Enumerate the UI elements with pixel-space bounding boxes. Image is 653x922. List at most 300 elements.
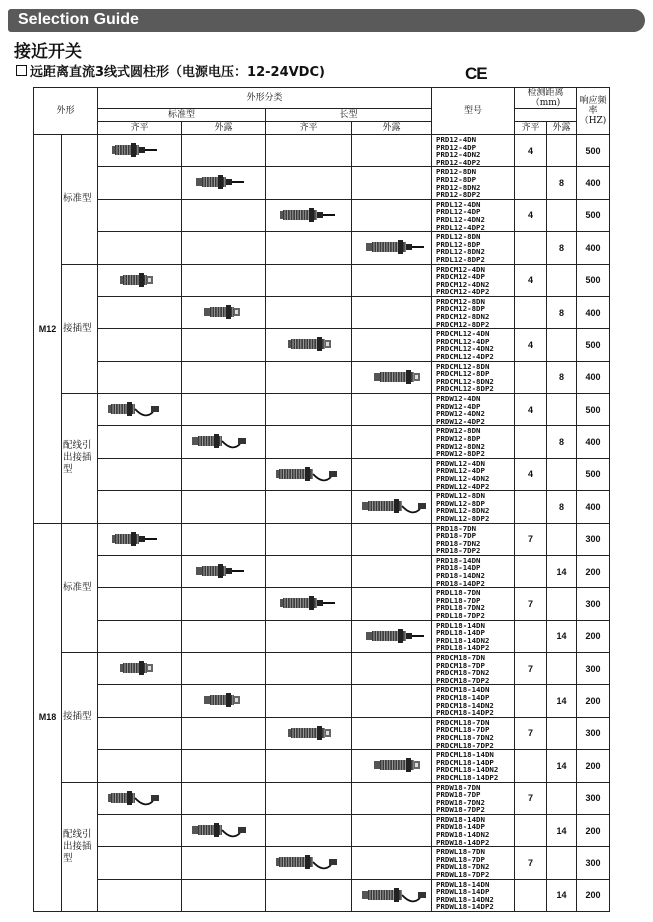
product-image-cell [98, 167, 182, 199]
product-image-cell [266, 750, 352, 782]
table-row [34, 750, 610, 782]
header-long-nonflush: 外露 [352, 122, 432, 135]
sensor-pigtail-image [188, 819, 266, 841]
table-row [34, 717, 610, 749]
response-frequency: 200 [577, 555, 610, 587]
product-image-cell [352, 750, 432, 782]
product-image-cell [352, 523, 432, 555]
model-number: PRDCM12-4DP [436, 272, 485, 282]
product-image-cell [98, 394, 182, 426]
distance-flush [515, 879, 547, 911]
subtitle-text: 远距离直流3线式圆柱形（电源电压：12-24VDC) [30, 65, 325, 80]
product-image-cell [182, 491, 266, 523]
model-number: PRDW12-8DN2 [436, 441, 485, 451]
table-row [34, 394, 610, 426]
product-image-cell [182, 426, 266, 458]
model-cell [432, 782, 515, 814]
sensor-connector-image [188, 301, 258, 323]
product-image-cell [352, 329, 432, 361]
response-frequency: 300 [577, 588, 610, 620]
product-image-cell [182, 717, 266, 749]
header-response [577, 88, 610, 135]
model-number: PRDW18-7DN2 [436, 797, 485, 807]
table-row [34, 361, 610, 393]
distance-nonflush [547, 199, 577, 231]
sensor-pigtail-image [272, 463, 350, 485]
model-number: PRDCML12-8DP2 [436, 384, 494, 394]
response-frequency: 200 [577, 814, 610, 846]
group-label: 配线引出接插型 [62, 394, 98, 524]
product-image-cell [98, 782, 182, 814]
model-number: PRDW18-14DN2 [436, 830, 490, 840]
product-image-cell [266, 426, 352, 458]
model-number: PRDW18-7DP2 [436, 805, 485, 815]
ce-mark: CE [465, 64, 487, 83]
model-cell [432, 135, 515, 167]
product-image-cell [266, 653, 352, 685]
model-number: PRDWL12-4DN2 [436, 473, 490, 483]
response-frequency: 300 [577, 847, 610, 879]
model-cell [432, 394, 515, 426]
model-number: PRDW12-8DP2 [436, 449, 485, 459]
distance-nonflush [547, 782, 577, 814]
product-image-cell [98, 199, 182, 231]
model-cell [432, 199, 515, 231]
product-image-cell [266, 491, 352, 523]
table-row [34, 232, 610, 264]
model-number: PRDL18-7DN [436, 588, 481, 598]
product-image-cell [266, 782, 352, 814]
table-row [34, 296, 610, 328]
model-number: PRDCM12-4DN [436, 264, 485, 274]
product-image-cell [98, 264, 182, 296]
distance-nonflush: 8 [547, 167, 577, 199]
product-image-cell [352, 394, 432, 426]
product-image-cell [98, 361, 182, 393]
model-cell [432, 588, 515, 620]
distance-nonflush [547, 653, 577, 685]
distance-nonflush: 8 [547, 491, 577, 523]
model-number: PRDWL18-7DP2 [436, 870, 490, 880]
product-image-cell [352, 167, 432, 199]
product-image-cell [98, 491, 182, 523]
model-number: PRD12-8DN2 [436, 182, 481, 192]
product-image-cell [352, 135, 432, 167]
product-image-cell [98, 750, 182, 782]
model-number: PRDWL12-4DP2 [436, 481, 490, 491]
distance-nonflush [547, 264, 577, 296]
product-image-cell [182, 847, 266, 879]
table-row [34, 653, 610, 685]
model-number: PRDW18-14DP [436, 822, 485, 832]
sensor-connector-image [358, 366, 428, 388]
product-image-cell [352, 555, 432, 587]
product-image-cell [98, 523, 182, 555]
sensor-cable-image [104, 139, 174, 161]
distance-flush: 4 [515, 264, 547, 296]
distance-flush: 4 [515, 135, 547, 167]
product-image-cell [266, 135, 352, 167]
product-image-cell [352, 232, 432, 264]
response-frequency: 500 [577, 458, 610, 490]
model-number: PRDWL18-14DN2 [436, 894, 494, 904]
product-image-cell [266, 361, 352, 393]
model-number: PRDCM12-8DP [436, 304, 485, 314]
model-number: PRDL18-7DN2 [436, 603, 485, 613]
distance-flush [515, 167, 547, 199]
group-label: 配线引出接插型 [62, 782, 98, 912]
header-std-nonflush: 外露 [182, 122, 266, 135]
model-cell [432, 847, 515, 879]
model-cell [432, 879, 515, 911]
sensor-pigtail-image [358, 884, 432, 906]
distance-nonflush: 8 [547, 361, 577, 393]
model-number: PRD18-14DP [436, 563, 481, 573]
product-image-cell [266, 232, 352, 264]
sensor-connector-image [104, 657, 174, 679]
product-image-cell [98, 588, 182, 620]
model-number: PRDCML12-4DN [436, 329, 490, 339]
model-number: PRDL12-8DP2 [436, 254, 485, 264]
product-image-cell [352, 296, 432, 328]
model-number: PRDL18-7DP [436, 595, 481, 605]
product-image-cell [98, 717, 182, 749]
model-number: PRDW12-8DN [436, 426, 481, 436]
distance-nonflush [547, 717, 577, 749]
model-number: PRDWL12-8DN2 [436, 506, 490, 516]
header-dist-nonflush: 外露 [547, 122, 577, 135]
model-number: PRDWL12-8DN [436, 491, 485, 501]
product-image-cell [266, 685, 352, 717]
product-image-cell [266, 847, 352, 879]
model-number: PRDCML18-14DN [436, 750, 494, 760]
distance-nonflush [547, 329, 577, 361]
sensor-cable-image [272, 592, 342, 614]
model-number: PRDW18-14DP2 [436, 837, 490, 847]
response-frequency: 200 [577, 620, 610, 652]
group-label: 标准型 [62, 135, 98, 265]
distance-flush: 7 [515, 653, 547, 685]
model-number: PRDWL12-8DP2 [436, 513, 490, 523]
model-number: PRDCML12-4DP [436, 336, 490, 346]
sensor-pigtail-image [104, 398, 182, 420]
model-number: PRDWL12-8DP [436, 498, 485, 508]
sensor-pigtail-image [188, 430, 266, 452]
selection-table [33, 87, 610, 912]
table-row [34, 879, 610, 911]
distance-nonflush: 14 [547, 879, 577, 911]
distance-unit: （mm) [530, 98, 561, 108]
sensor-connector-image [188, 689, 258, 711]
model-number: PRDW12-4DN2 [436, 409, 485, 419]
product-image-cell [182, 199, 266, 231]
sensor-connector-image [272, 722, 342, 744]
product-image-cell [352, 717, 432, 749]
table-row [34, 199, 610, 231]
distance-flush [515, 296, 547, 328]
distance-flush: 7 [515, 847, 547, 879]
table-row [34, 329, 610, 361]
distance-nonflush: 8 [547, 232, 577, 264]
table-row [34, 588, 610, 620]
distance-flush: 7 [515, 782, 547, 814]
sensor-cable-image [188, 560, 258, 582]
product-image-cell [182, 523, 266, 555]
response-frequency: 500 [577, 394, 610, 426]
product-image-cell [266, 264, 352, 296]
model-number: PRDCML12-8DN2 [436, 376, 494, 386]
model-cell [432, 685, 515, 717]
response-frequency: 300 [577, 653, 610, 685]
model-number: PRDCM18-14DP2 [436, 708, 494, 718]
model-number: PRD12-8DP2 [436, 190, 481, 200]
model-number: PRDCM18-7DN2 [436, 668, 490, 678]
model-number: PRDCML18-7DP [436, 725, 490, 735]
response-frequency: 300 [577, 717, 610, 749]
product-image-cell [266, 620, 352, 652]
model-number: PRD18-14DN2 [436, 571, 485, 581]
table-row [34, 555, 610, 587]
sensor-pigtail-image [104, 787, 182, 809]
model-number: PRDWL18-7DP [436, 854, 485, 864]
size-label: M18 [34, 523, 62, 912]
distance-flush: 4 [515, 329, 547, 361]
distance-flush [515, 620, 547, 652]
product-image-cell [266, 458, 352, 490]
distance-flush: 7 [515, 717, 547, 749]
header-long-type: 长型 [266, 109, 432, 122]
product-image-cell [352, 491, 432, 523]
table-row [34, 814, 610, 846]
response-frequency: 400 [577, 167, 610, 199]
product-image-cell [352, 847, 432, 879]
model-number: PRDW12-4DN [436, 394, 481, 403]
sensor-cable-image [188, 171, 258, 193]
model-number: PRDWL18-7DN2 [436, 862, 490, 872]
model-number: PRD12-8DN [436, 167, 477, 177]
product-image-cell [182, 814, 266, 846]
model-number: PRDCML18-7DN2 [436, 732, 494, 742]
model-number: PRDCM18-14DN [436, 685, 490, 695]
model-number: PRDL12-8DP [436, 239, 481, 249]
model-number: PRDWL18-7DN [436, 847, 485, 857]
model-cell [432, 296, 515, 328]
model-number: PRD18-7DN2 [436, 538, 481, 548]
product-image-cell [182, 685, 266, 717]
table-row [34, 620, 610, 652]
table-row [34, 167, 610, 199]
distance-flush: 4 [515, 199, 547, 231]
product-image-cell [182, 620, 266, 652]
sensor-connector-image [358, 754, 428, 776]
header-model: 型号 [432, 88, 515, 135]
table-row [34, 458, 610, 490]
model-number: PRDCML12-8DP [436, 369, 490, 379]
model-number: PRDW12-4DP2 [436, 416, 485, 426]
model-number: PRDCM18-7DP [436, 660, 485, 670]
sensor-pigtail-image [358, 495, 432, 517]
response-frequency: 200 [577, 750, 610, 782]
response-frequency: 400 [577, 361, 610, 393]
product-image-cell [182, 750, 266, 782]
size-label: M12 [34, 135, 62, 524]
model-number: PRDCM18-14DN2 [436, 700, 494, 710]
product-image-cell [182, 296, 266, 328]
product-image-cell [352, 264, 432, 296]
model-cell [432, 653, 515, 685]
model-number: PRDL18-14DN [436, 620, 485, 630]
product-image-cell [98, 329, 182, 361]
distance-flush: 4 [515, 458, 547, 490]
product-image-cell [98, 847, 182, 879]
product-image-cell [182, 167, 266, 199]
model-number: PRD18-7DP2 [436, 546, 481, 556]
model-cell [432, 361, 515, 393]
model-number: PRDWL18-14DN [436, 879, 490, 889]
product-image-cell [266, 814, 352, 846]
model-number: PRDW18-7DP [436, 790, 481, 800]
model-number: PRDCM12-4DP2 [436, 287, 490, 297]
model-number: PRD12-4DN [436, 135, 477, 144]
response-frequency: 500 [577, 264, 610, 296]
model-number: PRDCML18-14DP2 [436, 772, 499, 782]
product-image-cell [182, 135, 266, 167]
model-number: PRDCM18-7DP2 [436, 675, 490, 685]
response-frequency: 400 [577, 426, 610, 458]
response-frequency: 200 [577, 685, 610, 717]
model-cell [432, 491, 515, 523]
model-number: PRDCML12-8DN [436, 361, 490, 371]
model-number: PRD12-4DP [436, 142, 477, 152]
model-number: PRDCM18-14DP [436, 692, 490, 702]
banner-title: Selection Guide [18, 11, 139, 28]
model-cell [432, 329, 515, 361]
header-appearance-class: 外形分类 [98, 88, 432, 109]
model-number: PRDCM12-8DP2 [436, 319, 490, 329]
distance-nonflush [547, 458, 577, 490]
distance-nonflush: 14 [547, 620, 577, 652]
model-number: PRD12-8DP [436, 174, 477, 184]
response-frequency: 400 [577, 232, 610, 264]
model-number: PRDL18-7DP2 [436, 611, 485, 621]
distance-flush: 7 [515, 523, 547, 555]
model-number: PRDL12-4DP2 [436, 222, 485, 232]
product-image-cell [266, 717, 352, 749]
distance-flush [515, 750, 547, 782]
product-image-cell [182, 394, 266, 426]
model-number: PRD18-14DP2 [436, 578, 485, 588]
square-bullet-icon [16, 65, 27, 76]
distance-nonflush: 14 [547, 685, 577, 717]
model-cell [432, 264, 515, 296]
group-label: 接插型 [62, 264, 98, 394]
selection-table-wrap [33, 87, 610, 912]
product-image-cell [352, 426, 432, 458]
model-number: PRDL18-14DN2 [436, 635, 490, 645]
distance-flush [515, 426, 547, 458]
distance-nonflush [547, 523, 577, 555]
model-cell [432, 232, 515, 264]
distance-nonflush: 14 [547, 750, 577, 782]
model-number: PRDWL12-4DP [436, 466, 485, 476]
sensor-cable-image [104, 528, 174, 550]
response-frequency: 500 [577, 135, 610, 167]
model-number: PRD18-7DN [436, 523, 477, 533]
product-image-cell [182, 555, 266, 587]
model-number: PRDCM18-7DN [436, 653, 485, 662]
model-cell [432, 620, 515, 652]
distance-nonflush [547, 847, 577, 879]
response-frequency: 300 [577, 523, 610, 555]
sensor-cable-image [272, 204, 342, 226]
model-cell [432, 426, 515, 458]
header-standard-type: 标准型 [98, 109, 266, 122]
product-image-cell [98, 879, 182, 911]
table-row [34, 426, 610, 458]
product-image-cell [98, 426, 182, 458]
distance-flush [515, 555, 547, 587]
model-number: PRD12-4DP2 [436, 157, 481, 167]
distance-flush [515, 232, 547, 264]
model-number: PRDL12-4DN2 [436, 214, 485, 224]
model-number: PRDCML18-7DP2 [436, 740, 494, 750]
product-image-cell [352, 620, 432, 652]
response-frequency: 400 [577, 296, 610, 328]
product-image-cell [98, 555, 182, 587]
product-image-cell [98, 653, 182, 685]
product-image-cell [98, 685, 182, 717]
model-number: PRDW12-8DP [436, 433, 481, 443]
model-number: PRDW12-4DP [436, 401, 481, 411]
distance-flush [515, 814, 547, 846]
header-long-flush: 齐平 [266, 122, 352, 135]
product-image-cell [352, 782, 432, 814]
product-image-cell [352, 361, 432, 393]
response-frequency: 400 [577, 491, 610, 523]
response-frequency: 500 [577, 329, 610, 361]
model-cell [432, 750, 515, 782]
product-image-cell [98, 296, 182, 328]
header-std-flush: 齐平 [98, 122, 182, 135]
distance-nonflush [547, 394, 577, 426]
distance-nonflush: 8 [547, 296, 577, 328]
product-image-cell [182, 264, 266, 296]
model-number: PRDCML18-14DP [436, 757, 494, 767]
model-number: PRDL18-14DP2 [436, 643, 490, 653]
subtitle [16, 61, 325, 80]
model-number: PRDCM12-8DN [436, 296, 485, 306]
product-image-cell [98, 458, 182, 490]
product-image-cell [352, 588, 432, 620]
product-image-cell [182, 879, 266, 911]
product-image-cell [98, 814, 182, 846]
product-image-cell [352, 879, 432, 911]
product-image-cell [182, 653, 266, 685]
product-image-cell [266, 555, 352, 587]
model-number: PRDCML18-14DN2 [436, 765, 499, 775]
product-image-cell [182, 329, 266, 361]
model-number: PRDCM12-8DN2 [436, 312, 490, 322]
product-image-cell [352, 685, 432, 717]
model-number: PRDW18-14DN [436, 814, 485, 824]
response-frequency: 300 [577, 782, 610, 814]
product-image-cell [182, 361, 266, 393]
header-appearance: 外形 [34, 88, 98, 135]
model-cell [432, 523, 515, 555]
table-row [34, 135, 610, 167]
distance-nonflush [547, 588, 577, 620]
product-image-cell [266, 296, 352, 328]
